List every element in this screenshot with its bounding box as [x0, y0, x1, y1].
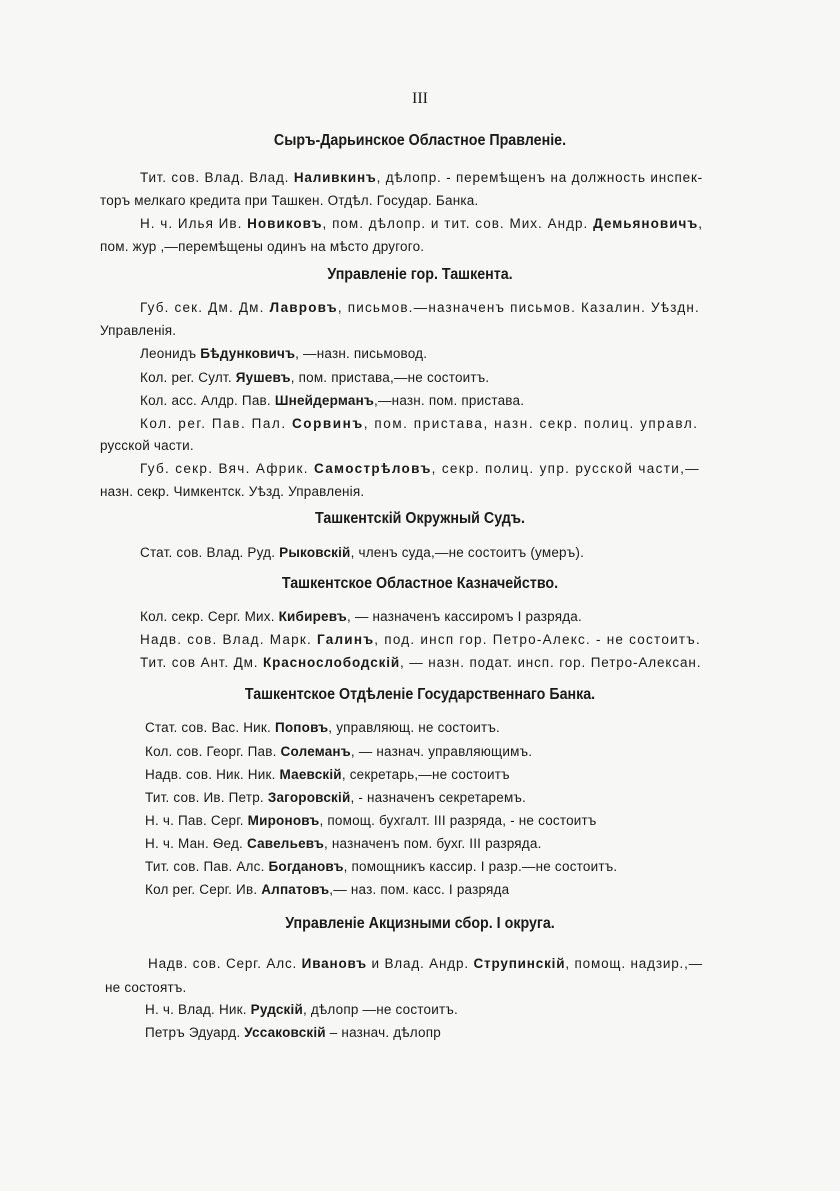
text-line — [140, 416, 699, 431]
person-surname: Демьяновичъ — [593, 216, 699, 231]
person-surname: Маевскій — [279, 767, 342, 782]
text-segment: , секр. полиц. упр. русской части,— — [431, 461, 701, 476]
text-line — [145, 767, 510, 782]
text-segment: – назнач. дѣлопр — [325, 1025, 441, 1040]
person-surname: Загоровскій — [267, 790, 351, 805]
text-segment: , пом. пристава, назн. секр. полиц. управл. — [363, 416, 699, 431]
text-segment: Тит. сов Ант. Дм. — [140, 655, 264, 670]
person-surname: Сорвинъ — [291, 416, 364, 431]
text-segment: Тит. сов. Пав. Алс. — [145, 859, 269, 874]
text-segment: Кол. сов. Георг. Пав. — [145, 744, 281, 759]
text-line — [140, 170, 703, 185]
section-heading: Управленіе Акцизными сбор. I округа. — [285, 915, 555, 932]
person-surname: Кибиревъ — [278, 609, 347, 624]
text-segment: , помощ. бухгалт. III разряда, - не состоитъ — [319, 813, 597, 828]
person-surname: Ивановъ — [301, 956, 367, 971]
section-heading: Ташкентское Отдѣленіе Государственнаго Банка. — [244, 686, 596, 703]
text-segment: Н. ч. Пав. Серг. — [145, 813, 248, 828]
text-line — [140, 632, 701, 647]
text-segment: , помощ. надзир.,— — [565, 956, 703, 971]
text-segment: ,—назн. пом. пристава. — [374, 393, 525, 408]
person-surname: Яушевъ — [235, 370, 291, 385]
text-segment: пом. жур ,—перемѣщены одинъ на мѣсто другого. — [100, 239, 425, 254]
text-segment: Губ. секр. Вяч. Африк. — [140, 461, 314, 476]
person-surname: Поповъ — [274, 720, 329, 735]
text-line — [145, 836, 542, 851]
text-segment: , — назн. подат. инсп. гор. Петро-Алексан. — [400, 655, 702, 670]
text-line — [145, 744, 532, 759]
text-segment: Н. ч. Илья Ив. — [140, 216, 248, 231]
text-segment: Н. ч. Влад. Ник. — [145, 1002, 251, 1017]
text-line — [140, 545, 584, 560]
text-segment: , — [698, 216, 704, 231]
text-segment: Н. ч. Ман. Ѳед. — [145, 836, 247, 851]
person-surname: Самострѣловъ — [313, 461, 432, 476]
person-surname: Лавровъ — [269, 300, 338, 315]
person-surname: Уссаковскій — [244, 1025, 326, 1040]
text-line — [145, 859, 617, 874]
person-surname: Алпатовъ — [261, 882, 330, 897]
person-surname: Галинъ — [317, 632, 375, 647]
person-surname: Струпинскій — [473, 956, 566, 971]
text-line — [100, 484, 364, 499]
section-heading: Ташкентское Областное Казначейство. — [281, 575, 559, 592]
text-segment: , назначенъ пом. бухг. III разряда. — [324, 836, 542, 851]
person-surname: Наливкинъ — [293, 170, 377, 185]
text-segment: , —назн. письмовод. — [295, 346, 428, 361]
text-segment: Кол. секр. Серг. Мих. — [140, 609, 279, 624]
text-segment: , помощникъ кассир. I разр.—не состоитъ. — [343, 859, 618, 874]
section-heading: Сыръ-Дарьинское Областное Правленіе. — [273, 132, 567, 149]
text-segment: , управляющ. не состоитъ. — [328, 720, 500, 735]
person-surname: Шнейдерманъ — [274, 393, 375, 408]
text-segment: , под. инсп гор. Петро-Алекс. - не состоитъ. — [374, 632, 701, 647]
text-segment: Губ. сек. Дм. Дм. — [140, 300, 270, 315]
text-segment: Кол. рег. Пав. Пал. — [140, 416, 292, 431]
text-segment: Надв. сов. Ник. Ник. — [145, 767, 280, 782]
person-surname: Бѣдунковичъ — [200, 346, 296, 361]
text-line — [145, 1025, 441, 1040]
text-segment: , секретарь,—не состоитъ — [341, 767, 510, 782]
text-line — [145, 790, 526, 805]
text-segment: Тит. сов. Ив. Петр. — [145, 790, 268, 805]
text-line — [140, 370, 489, 385]
text-segment: Леонидъ — [140, 346, 201, 361]
text-line — [100, 438, 194, 453]
text-segment: , членъ суда,—не состоитъ (умеръ). — [350, 545, 585, 560]
section-heading: Управленіе гор. Ташкента. — [327, 266, 513, 283]
text-line — [140, 609, 582, 624]
text-segment: Управленія. — [100, 323, 177, 338]
person-surname: Новиковъ — [247, 216, 323, 231]
text-segment: торъ мелкаго кредита при Ташкен. Отдѣл. Государ. Банка. — [100, 193, 479, 208]
text-line — [100, 323, 176, 338]
text-line — [100, 193, 478, 208]
text-segment: Стат. сов. Влад. Руд. — [140, 545, 280, 560]
person-surname: Мироновъ — [247, 813, 320, 828]
text-segment: , - назначенъ секретаремъ. — [350, 790, 527, 805]
text-line — [145, 882, 509, 897]
section-heading: Ташкентскій Окружный Судъ. — [315, 510, 525, 527]
text-segment: Тит. сов. Влад. Влад. — [140, 170, 294, 185]
text-segment: русской части. — [100, 438, 194, 453]
text-line — [140, 346, 427, 361]
text-segment: назн. секр. Чимкентск. Уѣзд. Управленія. — [100, 484, 365, 499]
text-segment: , — назнач. управляющимъ. — [350, 744, 533, 759]
text-line — [140, 393, 524, 408]
text-line — [140, 216, 703, 231]
text-line — [100, 239, 424, 254]
text-line — [140, 655, 701, 670]
person-surname: Солеманъ — [280, 744, 351, 759]
person-surname: Богдановъ — [268, 859, 344, 874]
text-line — [145, 720, 500, 735]
text-segment: , дѣлопр. - перемѣщенъ на должность инспек- — [376, 170, 703, 185]
text-segment: ,— наз. пом. касс. I разряда — [329, 882, 510, 897]
text-segment: Кол рег. Серг. Ив. — [145, 882, 262, 897]
person-surname: Рудскій — [250, 1002, 303, 1017]
text-segment: Надв. сов. Влад. Марк. — [140, 632, 317, 647]
page-number: III — [412, 90, 428, 107]
person-surname: Краснослободскій — [263, 655, 401, 670]
text-segment: , пом. пристава,—не состоитъ. — [290, 370, 490, 385]
text-segment: не состоятъ. — [105, 980, 187, 995]
text-line — [148, 956, 703, 971]
text-segment: и Влад. Андр. — [366, 956, 474, 971]
text-segment: Кол. рег. Султ. — [140, 370, 236, 385]
text-segment: Стат. сов. Вас. Ник. — [145, 720, 275, 735]
person-surname: Рыковскій — [279, 545, 351, 560]
text-line — [140, 461, 700, 476]
text-segment: Надв. сов. Серг. Алс. — [148, 956, 302, 971]
text-line — [145, 1002, 458, 1017]
text-segment: , — назначенъ кассиромъ I разряда. — [346, 609, 582, 624]
text-segment: Петръ Эдуард. — [145, 1025, 245, 1040]
text-segment: , дѣлопр —не состоитъ. — [302, 1002, 458, 1017]
text-line — [105, 980, 187, 995]
text-segment: , письмов.—назначенъ письмов. Казалин. Уѣздн. — [337, 300, 700, 315]
text-segment: , пом. дѣлопр. и тит. сов. Мих. Андр. — [322, 216, 594, 231]
text-line — [140, 300, 700, 315]
person-surname: Савельевъ — [246, 836, 324, 851]
text-segment: Кол. асс. Алдр. Пав. — [140, 393, 275, 408]
text-line — [145, 813, 597, 828]
